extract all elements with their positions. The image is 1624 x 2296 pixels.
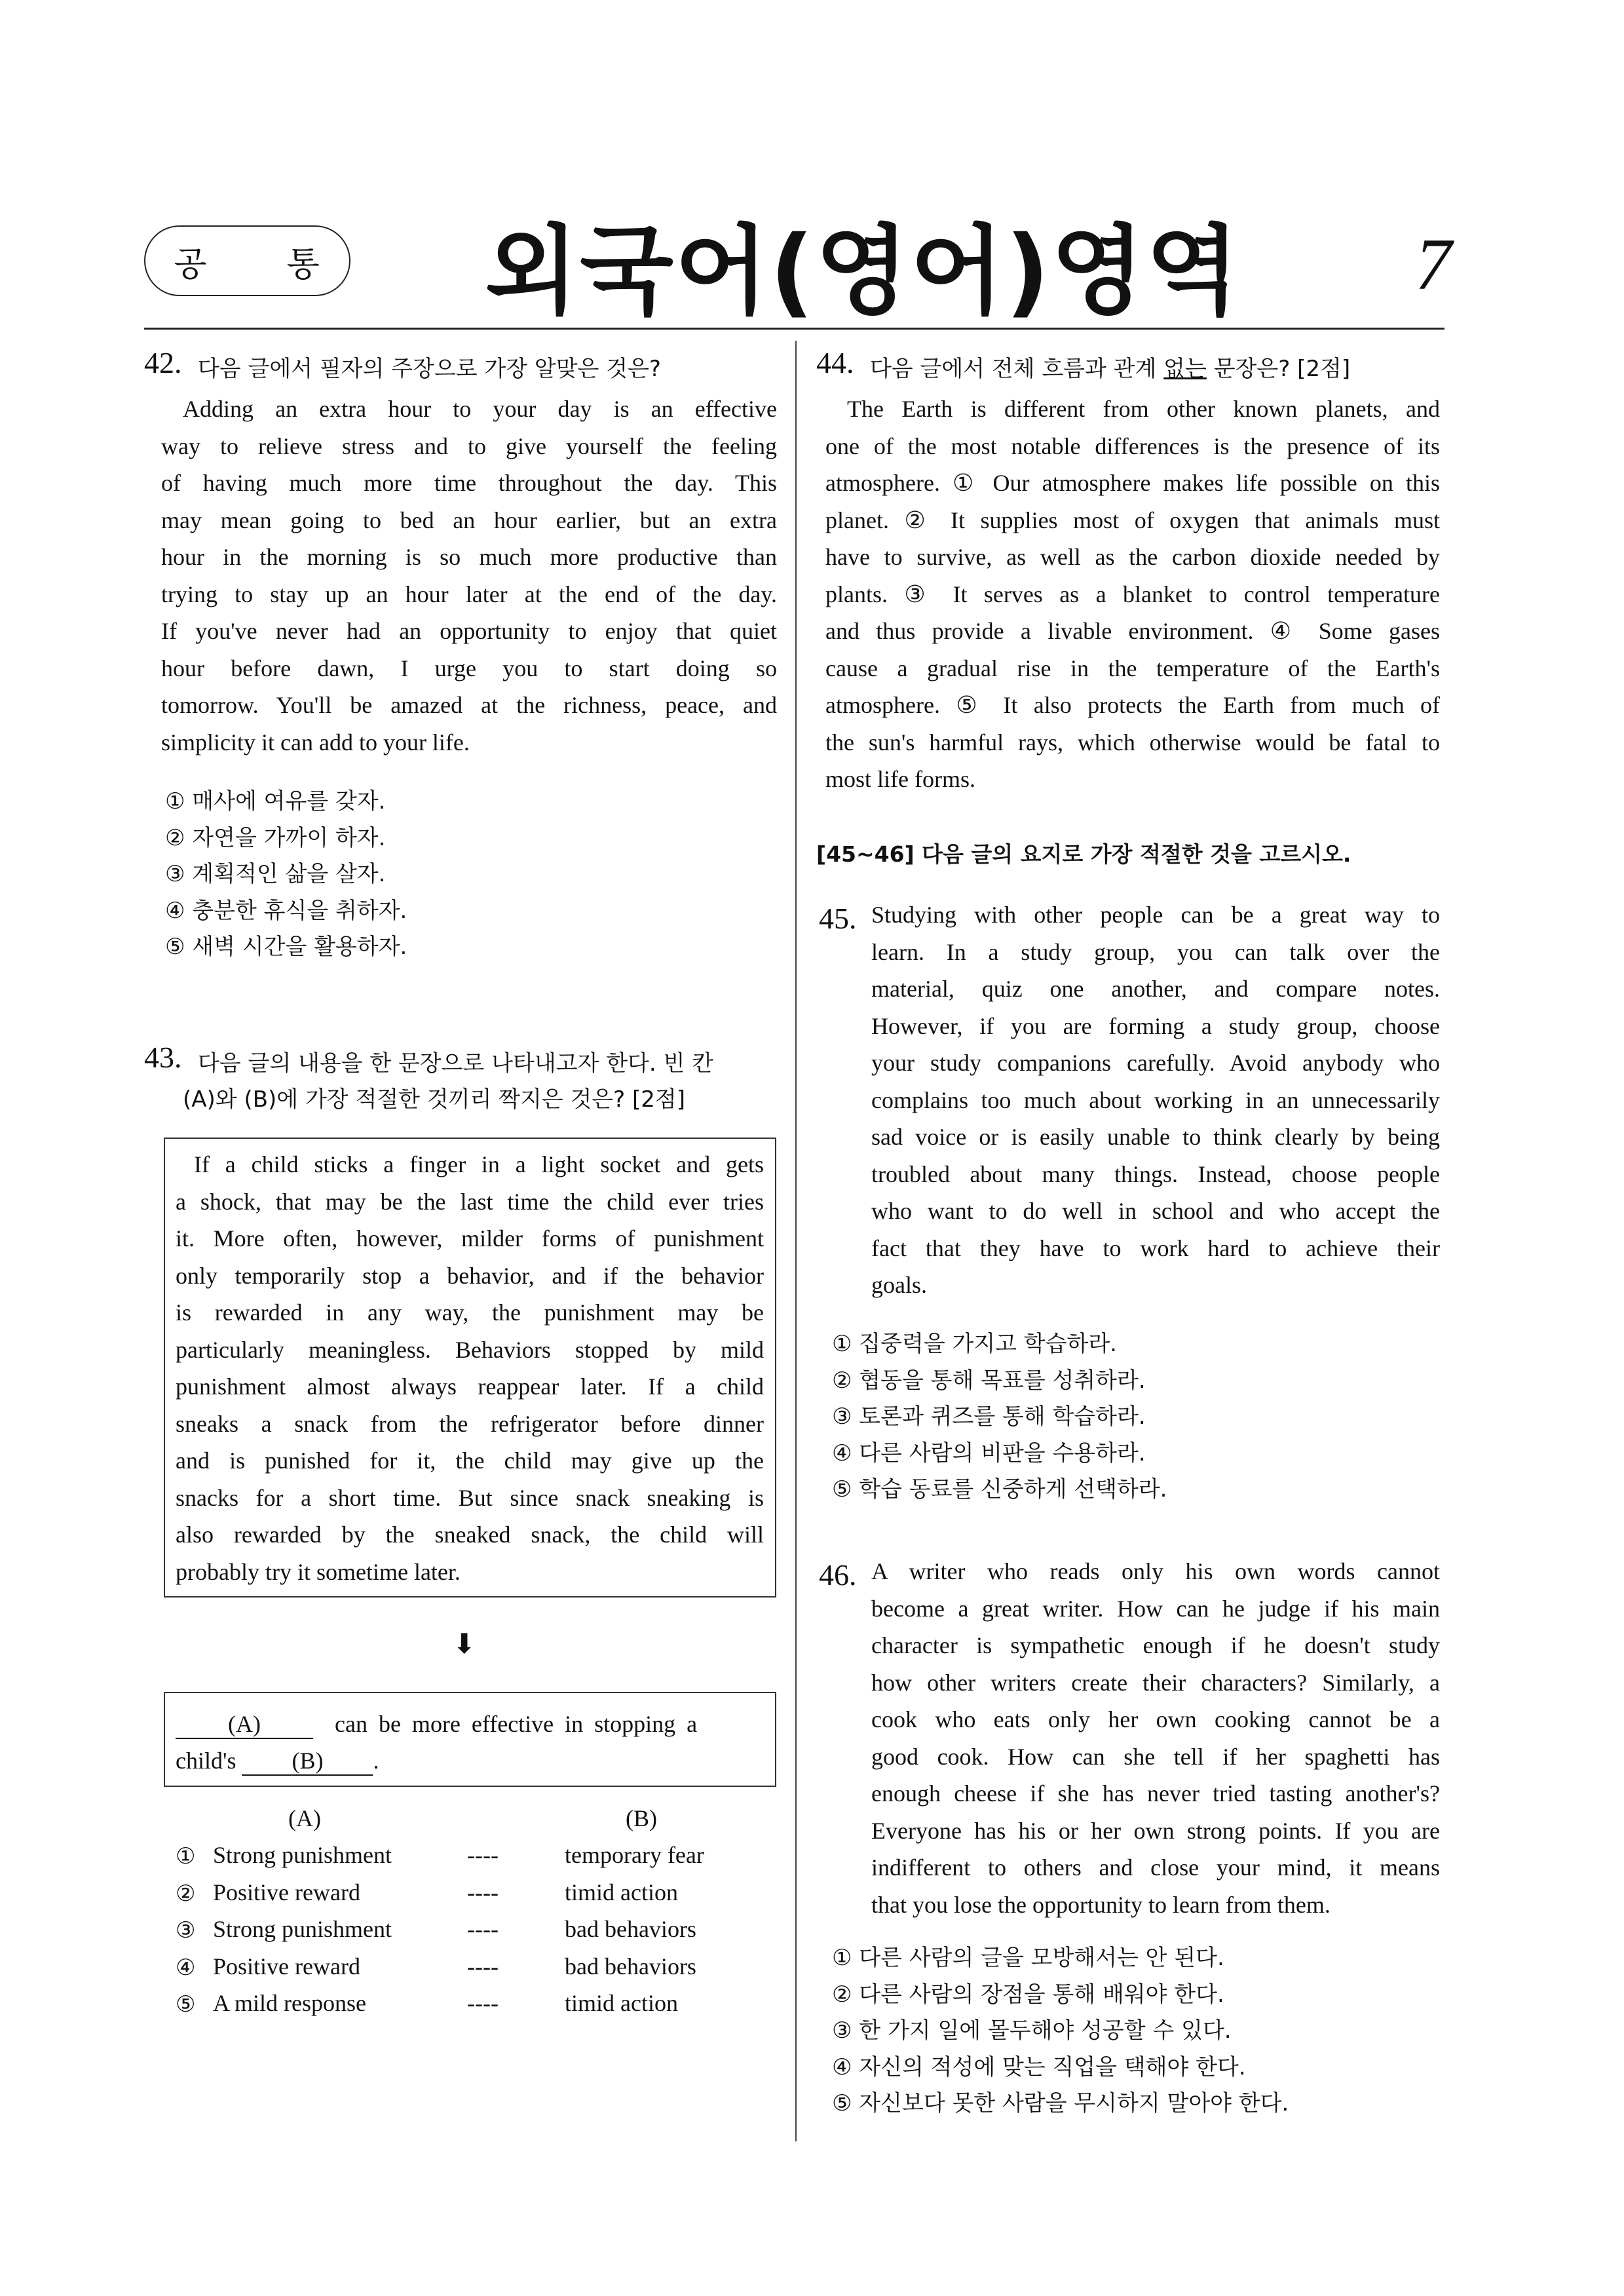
- q43-option-dash: ----: [467, 1990, 499, 2016]
- passage-line: trying to stay up an hour later at the end of the day.: [161, 581, 777, 607]
- option-item: ③ 한 가지 일에 몰두해야 성공할 수 있다.: [832, 2018, 1232, 2044]
- q43-summary-line1: [176, 1710, 697, 1739]
- passage-line: material, quiz one another, and compare notes.: [871, 976, 1440, 1002]
- q43-option-a: A mild response: [213, 1990, 366, 2016]
- option-item: ③ 계획적인 삶을 살자.: [165, 861, 386, 887]
- q43-option-dash: ----: [467, 1879, 499, 1905]
- passage-line: Adding an extra hour to your day is an effective: [183, 396, 777, 422]
- passage-line: atmosphere. ① Our atmosphere makes life possible on this: [825, 470, 1440, 496]
- q43-option-b: timid action: [565, 1879, 678, 1905]
- passage-line: If you've never had an opportunity to enjoy that quiet: [161, 618, 777, 644]
- page-number: 7: [1415, 224, 1452, 305]
- passage-line: tomorrow. You'll be amazed at the richness, peace, and: [161, 692, 777, 718]
- passage-line: sneaks a snack from the refrigerator before dinner: [176, 1410, 764, 1437]
- passage-line: also rewarded by the sneaked snack, the child will: [176, 1521, 764, 1548]
- passage-line: most life forms.: [825, 766, 975, 792]
- q43-option-num: ⑤: [176, 1991, 196, 2018]
- blank-a: (A): [176, 1710, 313, 1739]
- passage-line: punishment almost always reappear later. If a child: [176, 1373, 764, 1400]
- passage-line: cook who eats only her own cooking cannot be a: [871, 1706, 1440, 1732]
- q42-number: 42.: [144, 346, 182, 379]
- passage-line: the sun's harmful rays, which otherwise would be fatal to: [825, 729, 1440, 756]
- q44-prompt-pre: 다음 글에서 전체 흐름과 관계: [870, 356, 1157, 382]
- passage-line: goals.: [871, 1272, 927, 1298]
- q43-option-num: ④: [176, 1954, 196, 1981]
- passage-line: particularly meaningless. Behaviors stopped by mild: [176, 1336, 764, 1363]
- q43-summary-line2: [176, 1747, 379, 1776]
- q43-number: 43.: [144, 1041, 182, 1074]
- passage-line: become a great writer. How can he judge if his main: [871, 1595, 1440, 1622]
- q44-prompt-post: 문장은? [2점]: [1213, 356, 1351, 382]
- passage-line: good cook. How can she tell if her spaghetti has: [871, 1743, 1440, 1770]
- blank-b: (B): [242, 1747, 373, 1776]
- passage-line: and thus provide a livable environment. ④ Some gases: [825, 618, 1440, 644]
- q43-option-a: Strong punishment: [213, 1842, 392, 1868]
- q45-number: 45.: [819, 902, 857, 935]
- option-item: ② 자연을 가까이 하자.: [165, 824, 386, 851]
- passage-line: indifferent to others and close your mind, it means: [871, 1854, 1440, 1881]
- passage-line: planet. ② It supplies most of oxygen that animals must: [825, 507, 1440, 533]
- passage-line: simplicity it can add to your life.: [161, 729, 470, 756]
- option-item: ③ 토론과 퀴즈를 통해 학습하라.: [832, 1404, 1146, 1430]
- passage-line: it. More often, however, milder forms of punishment: [176, 1225, 764, 1252]
- summary-line2-pre: child's: [176, 1748, 236, 1774]
- section-45-46-header: [45~46] 다음 글의 요지로 가장 적절한 것을 고르시오.: [816, 841, 1351, 867]
- passage-line: probably try it sometime later.: [176, 1558, 461, 1585]
- q43-option-a: Strong punishment: [213, 1916, 392, 1942]
- q43-option-num: ①: [176, 1843, 196, 1869]
- q43-option-dash: ----: [467, 1953, 499, 1980]
- q43-option-dash: ----: [467, 1916, 499, 1942]
- q43-option-b: bad behaviors: [565, 1953, 696, 1980]
- q43-option-b: timid action: [565, 1990, 678, 2016]
- passage-line: A writer who reads only his own words cannot: [871, 1558, 1440, 1584]
- q43-option-a: Positive reward: [213, 1879, 360, 1905]
- page-title: 외국어(영어)영역: [485, 215, 1241, 328]
- q44-prompt-underlined: 없는: [1163, 356, 1207, 382]
- q43-option-num: ③: [176, 1917, 196, 1943]
- passage-line: Everyone has his or her own strong points. If you are: [871, 1817, 1440, 1844]
- header-rule: [144, 328, 1445, 330]
- summary-mid-text: can be more effective in stopping a: [335, 1711, 698, 1737]
- passage-line: learn. In a study group, you can talk over the: [871, 938, 1440, 965]
- passage-line: character is sympathetic enough if he doesn't study: [871, 1632, 1440, 1658]
- q43-col-a-header: (A): [288, 1805, 321, 1831]
- q44-prompt: [870, 351, 1350, 383]
- passage-line: your study companions carefully. Avoid anybody who: [871, 1050, 1440, 1076]
- q43-option-dash: ----: [467, 1842, 499, 1868]
- passage-line: of having much more time throughout the day. This: [161, 470, 777, 496]
- q43-option-a: Positive reward: [213, 1953, 360, 1980]
- passage-line: that you lose the opportunity to learn from them.: [871, 1891, 1331, 1918]
- passage-line: way to relieve stress and to give yourself the feeling: [161, 432, 777, 459]
- passage-line: who want to do well in school and who accept the: [871, 1198, 1440, 1224]
- option-item: ② 협동을 통해 목표를 성취하라.: [832, 1367, 1146, 1394]
- passage-line: may mean going to bed an hour earlier, but an extra: [161, 507, 777, 533]
- passage-line: atmosphere. ⑤ It also protects the Earth from much of: [825, 692, 1440, 718]
- q44-number: 44.: [816, 346, 854, 379]
- badge-right-char: 통: [286, 244, 321, 284]
- down-arrow-icon: ⬇: [453, 1628, 476, 1660]
- passage-line: cause a gradual rise in the temperature of the Earth's: [825, 655, 1440, 681]
- passage-line: sad voice or is easily unable to think clearly by being: [871, 1124, 1440, 1150]
- passage-line: enough cheese if she has never tried tasting another's?: [871, 1780, 1440, 1807]
- option-item: ① 매사에 여유를 갖자.: [165, 788, 386, 814]
- q43-option-num: ②: [176, 1880, 196, 1907]
- passage-line: how other writers create their characters? Similarly, a: [871, 1669, 1440, 1696]
- passage-line: troubled about many things. Instead, choose people: [871, 1160, 1440, 1187]
- q43-col-b-header: (B): [626, 1805, 657, 1831]
- q43-option-b: temporary fear: [565, 1842, 704, 1868]
- passage-line: However, if you are forming a study group, choose: [871, 1012, 1440, 1039]
- passage-line: have to survive, as well as the carbon dioxide needed by: [825, 544, 1440, 570]
- passage-line: only temporarily stop a behavior, and if the behavior: [176, 1262, 764, 1289]
- q43-option-b: bad behaviors: [565, 1916, 696, 1942]
- badge-left-char: 공: [174, 244, 208, 284]
- passage-line: The Earth is different from other known planets, and: [847, 396, 1440, 422]
- option-item: ⑤ 학습 동료를 신중하게 선택하라.: [832, 1476, 1167, 1502]
- passage-line: Studying with other people can be a great way to: [871, 902, 1440, 928]
- passage-line: fact that they have to work hard to achieve their: [871, 1234, 1440, 1261]
- passage-line: snacks for a short time. But since snack sneaking is: [176, 1484, 764, 1511]
- passage-line: hour in the morning is so much more productive than: [161, 544, 777, 570]
- q43-prompt-line2: (A)와 (B)에 가장 적절한 것끼리 짝지은 것은? [2점]: [183, 1086, 686, 1113]
- option-item: ⑤ 자신보다 못한 사람을 무시하지 말아야 한다.: [832, 2090, 1289, 2116]
- q46-number: 46.: [819, 1558, 857, 1592]
- option-item: ② 다른 사람의 장점을 통해 배워야 한다.: [832, 1981, 1224, 2008]
- summary-end: .: [373, 1748, 379, 1774]
- passage-line: a shock, that may be the last time the child ever tries: [176, 1188, 764, 1215]
- option-item: ④ 다른 사람의 비판을 수용하라.: [832, 1440, 1146, 1466]
- option-item: ① 집중력을 가지고 학습하라.: [832, 1331, 1117, 1357]
- passage-line: If a child sticks a finger in a light socket and gets: [194, 1151, 764, 1177]
- option-item: ④ 자신의 적성에 맞는 직업을 택해야 한다.: [832, 2054, 1246, 2080]
- passage-line: is rewarded in any way, the punishment may be: [176, 1299, 764, 1326]
- option-item: ⑤ 새벽 시간을 활용하자.: [165, 934, 407, 960]
- q42-prompt: 다음 글에서 필자의 주장으로 가장 알맞은 것은?: [198, 356, 661, 382]
- subject-badge: [144, 225, 350, 296]
- passage-line: hour before dawn, I urge you to start doing so: [161, 655, 777, 681]
- passage-line: complains too much about working in an unnecessarily: [871, 1086, 1440, 1113]
- passage-line: plants. ③ It serves as a blanket to control temperature: [825, 581, 1440, 607]
- option-item: ④ 충분한 휴식을 취하자.: [165, 897, 407, 924]
- passage-line: and is punished for it, the child may give up the: [176, 1447, 764, 1474]
- passage-line: one of the most notable differences is the presence of its: [825, 432, 1440, 459]
- option-item: ① 다른 사람의 글을 모방해서는 안 된다.: [832, 1945, 1224, 1971]
- column-divider: [795, 341, 797, 2141]
- q43-prompt-line1: 다음 글의 내용을 한 문장으로 나타내고자 한다. 빈 칸: [198, 1050, 713, 1077]
